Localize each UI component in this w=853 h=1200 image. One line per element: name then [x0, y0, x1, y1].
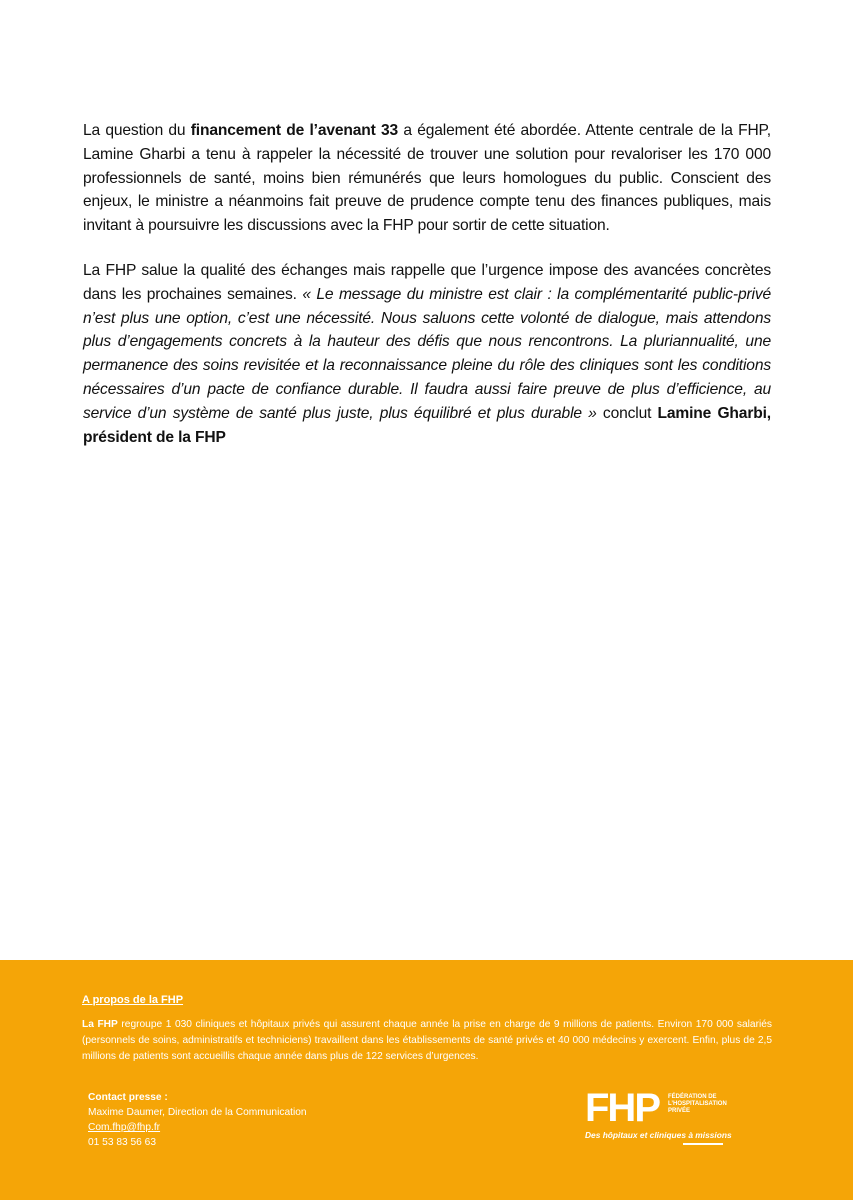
logo-line-1: FÉDÉRATION DE: [668, 1094, 717, 1100]
footer-band: [0, 960, 853, 1200]
fhp-logo-organization: [668, 1094, 738, 1115]
contact-email-link[interactable]: Com.fhp@fhp.fr: [88, 1122, 161, 1133]
contact-label: Contact presse :: [88, 1092, 168, 1103]
paragraph-avenant-33: [83, 119, 771, 238]
logo-line-2: L’HOSPITALISATION: [668, 1101, 727, 1107]
paragraph2-text-conclut: conclut: [596, 404, 658, 422]
paragraph1-text-start: La question du: [83, 122, 191, 139]
paragraph2-text-start: La FHP salue la qualité des échanges mais rappelle que l’urgence impose des avancées concrètes dans les prochaines semaines.: [83, 262, 771, 303]
paragraph2-quote: « Le message du ministre est clair : la complémentarité public-privé n’est plus une option, c’est une nécessité. Nous saluons cette volonté de dialogue, mais attendons plus d’engagements concrets à la hauteur des défis que nous rencontrons. La pluriannualité, une permanence des soins revisitée et la reconnaissance pleine du rôle des cliniques sont les conditions nécessaires d’un pacte de confiance durable. Il faudra aussi faire preuve de plus d’efficience, au service d’un système de santé plus juste, plus équilibré et plus durable »: [83, 285, 772, 422]
paragraph-fhp-conclusion: [83, 259, 771, 449]
about-bold-fhp: La FHP: [82, 1019, 118, 1030]
fhp-logo-tagline: Des hôpitaux et cliniques à missions: [585, 1130, 732, 1140]
contact-name: Maxime Daumer, Direction de la Communication: [88, 1107, 307, 1118]
paragraph1-text-rest: a également été abordée. Attente centrale de la FHP, Lamine Gharbi a tenu à rappeler la nécessité de trouver une solution pour revaloriser les 170 000 professionnels de santé, moins bien rémunérés que leurs homologues du public. Conscient des enjeux, le ministre a néanmoins fait preuve de prudence compte tenu des finances publiques, mais invitant à poursuivre les discussions avec la FHP pour sortir de cette situation.: [83, 122, 771, 235]
fhp-logo-letters: FHP: [585, 1086, 659, 1130]
about-text: [82, 1017, 772, 1065]
about-title: A propos de la FHP: [82, 994, 184, 1006]
paragraph2-bold-president: Lamine Gharbi, président de la FHP: [83, 404, 771, 446]
contact-phone: 01 53 83 56 63: [88, 1137, 156, 1148]
about-body: regroupe 1 030 cliniques et hôpitaux privés qui assurent chaque année la prise en charge de 9 millions de patients. Environ 170 000 salariés (personnels de soins, administratifs et techniciens) travaillent dans les établissements de santé privés et 40 000 médecins y exercent. Enfin, plus de 2,5 millions de patients sont accueillis chaque année dans plus de 122 services d’urgences.: [82, 1019, 772, 1062]
paragraph1-bold-avenant: financement de l’avenant 33: [190, 122, 399, 139]
logo-line-3: PRIVÉE: [668, 1108, 691, 1114]
logo-underline: [683, 1143, 723, 1145]
fhp-logo: [585, 1088, 735, 1148]
press-contact: [88, 1090, 307, 1150]
